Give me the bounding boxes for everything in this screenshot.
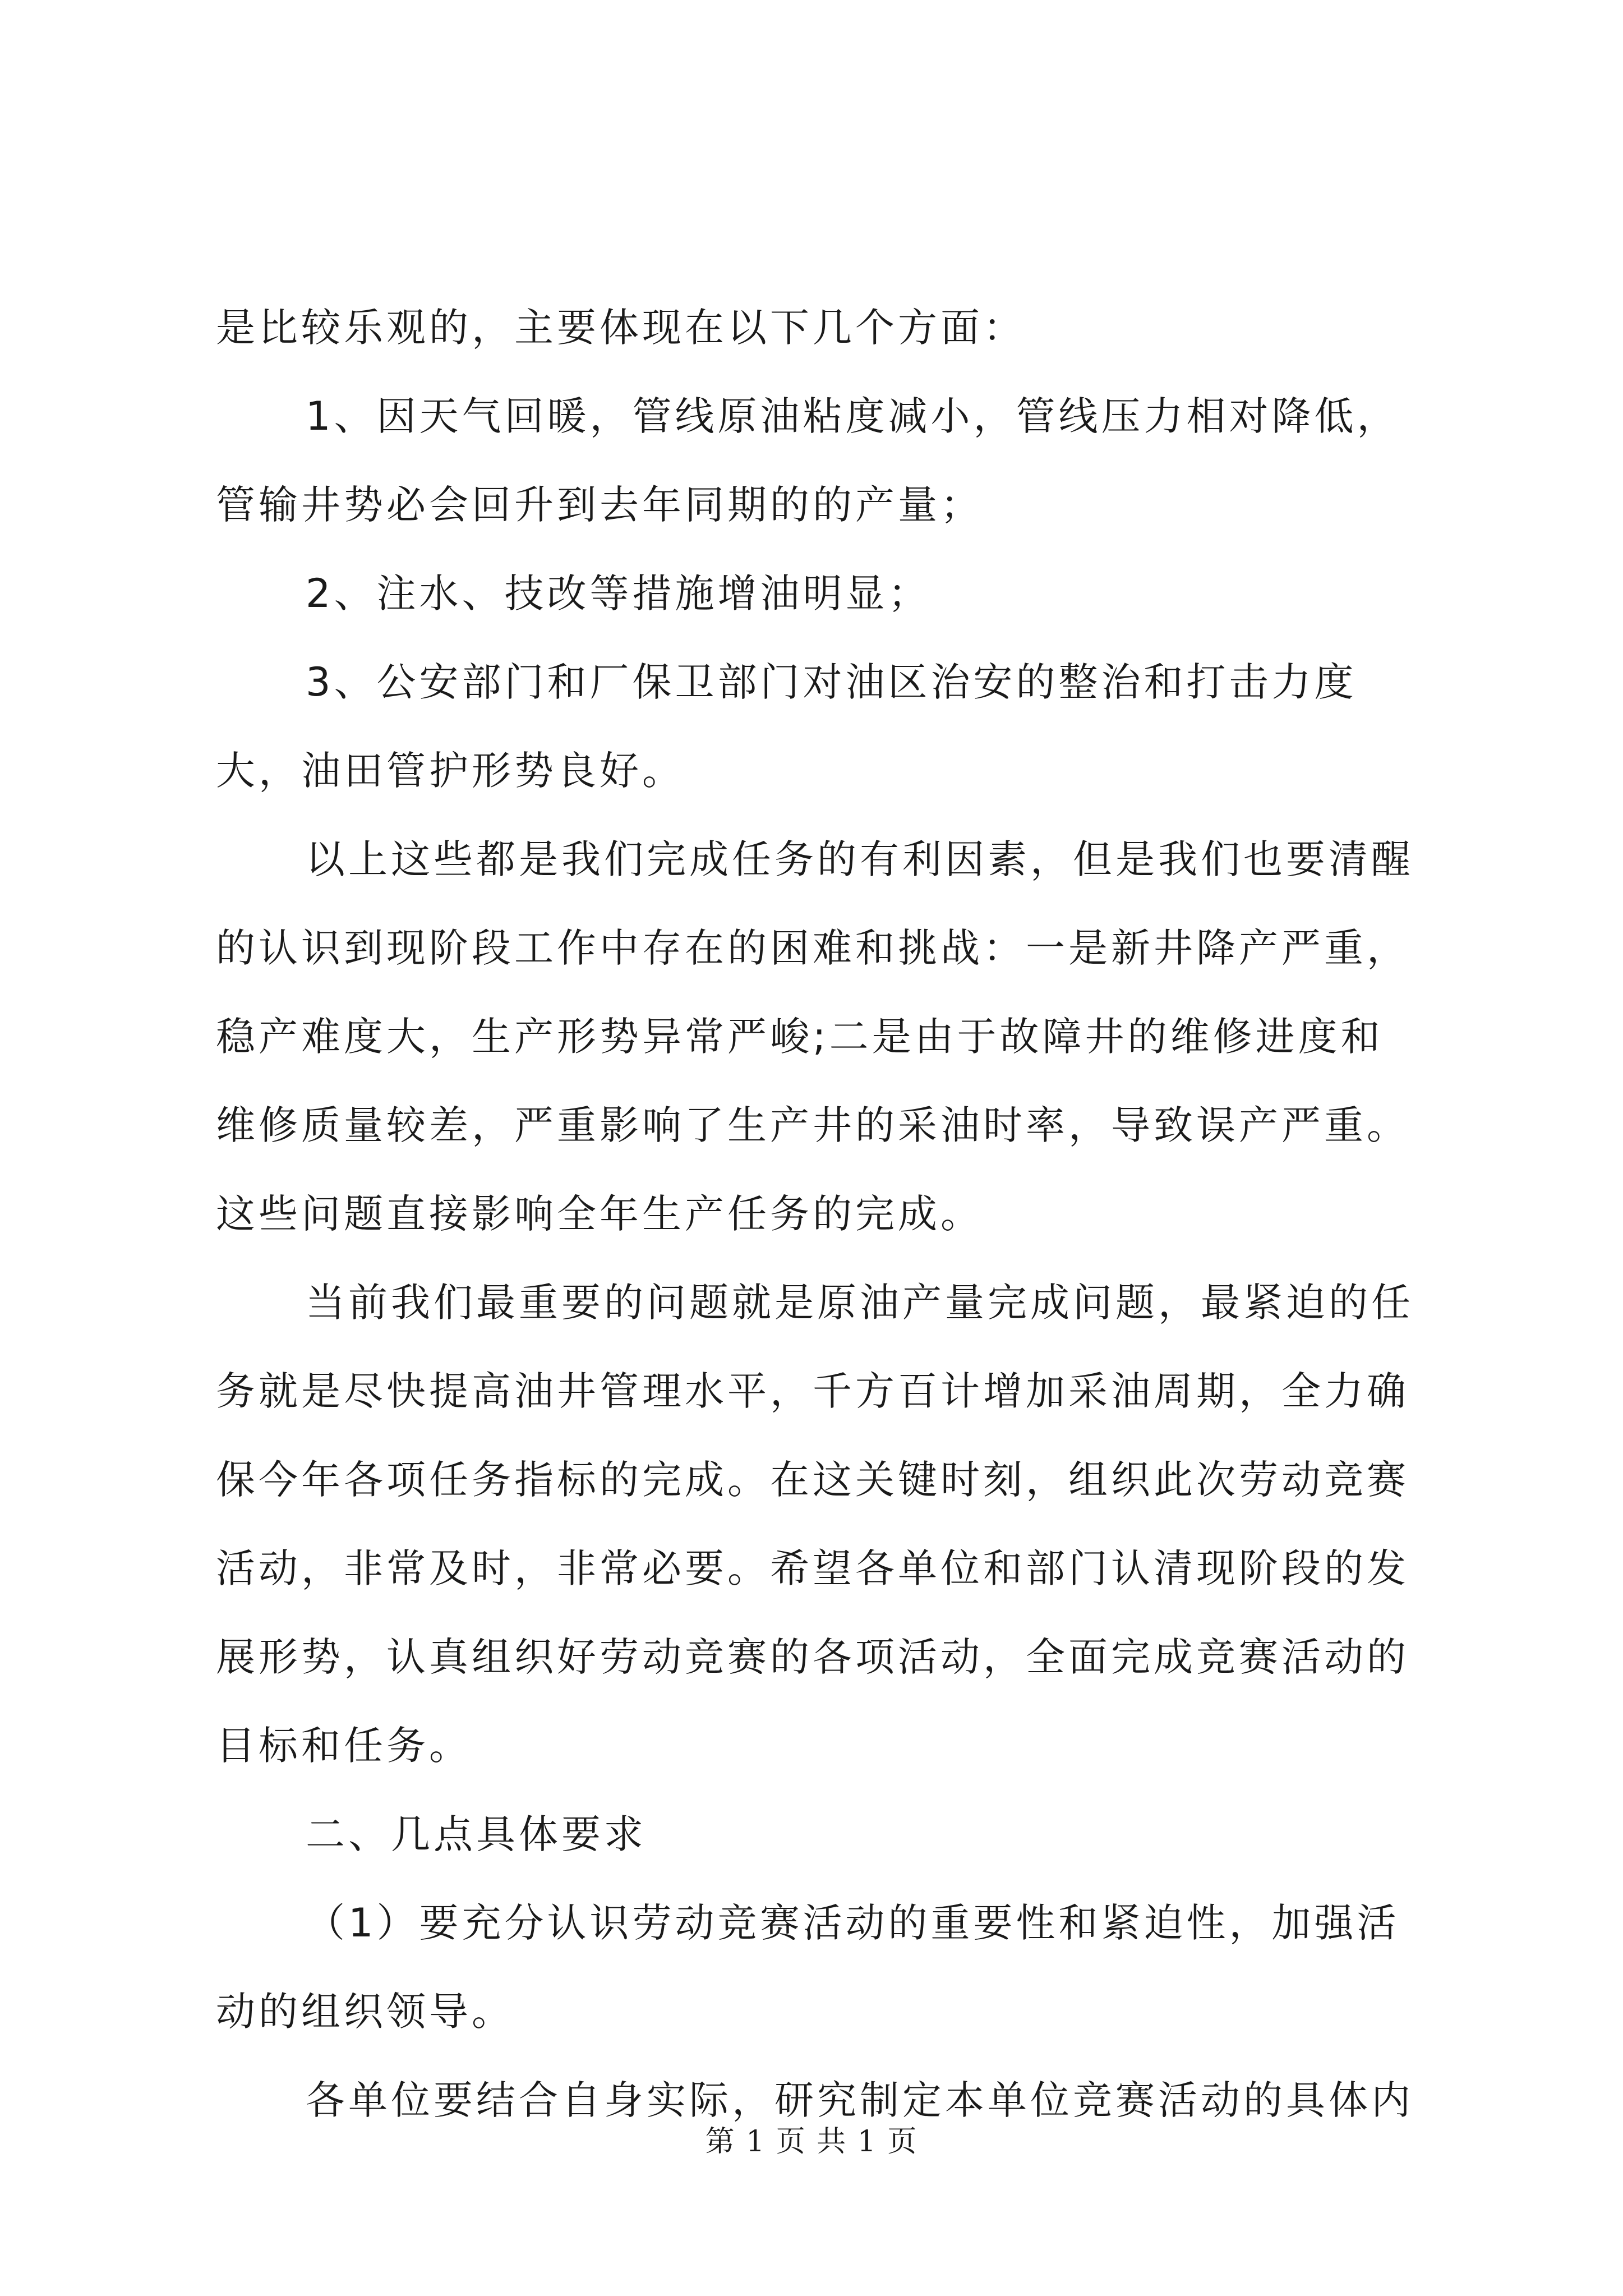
page-footer: 第 1 页 共 1 页 [705, 2125, 918, 2159]
paragraph: 是比较乐观的，主要体现在以下几个方面： [216, 305, 1026, 351]
document-body [216, 283, 1422, 2145]
paragraph: 2、注水、技改等措施增油明显； [306, 570, 931, 616]
section-heading: 二、几点具体要求 [306, 1811, 647, 1857]
paragraph: 1、因天气回暖，管线原油粘度减小，管线压力相对降低，管输井势必会回升到去年同期的的产量； [216, 393, 1400, 528]
paragraph: 当前我们最重要的问题就是原油产量完成问题，最紧迫的任务就是尽快提高油井管理水平，千方百计增加采油周期，全力确保今年各项任务指标的完成。在这关键时刻，组织此次劳动竞赛活动，非常及时，非常必要。希望各单位和部门认清现阶段的发展形势，认真组织好劳动竞赛的各项活动，全面完成竞赛活动的目标和任务。 [216, 1280, 1414, 1769]
paragraph: 以上这些都是我们完成任务的有利因素，但是我们也要清醒的认识到现阶段工作中存在的困难和挑战：一是新井降产严重，稳产难度大，生产形势异常严峻;二是由于故障井的维修进度和维修质量较差，严重影响了生产井的采油时率，导致误产严重。这些问题直接影响全年生产任务的完成。 [216, 836, 1414, 1237]
subsection-heading: （1）要充分认识劳动竞赛活动的重要性和紧迫性，加强活动的组织领导。 [216, 1900, 1400, 2035]
paragraph: 3、公安部门和厂保卫部门对油区治安的整治和打击力度大，油田管护形势良好。 [216, 659, 1357, 794]
paragraph: 各单位要结合自身实际，研究制定本单位竞赛活动的具体内 [306, 2077, 1414, 2123]
